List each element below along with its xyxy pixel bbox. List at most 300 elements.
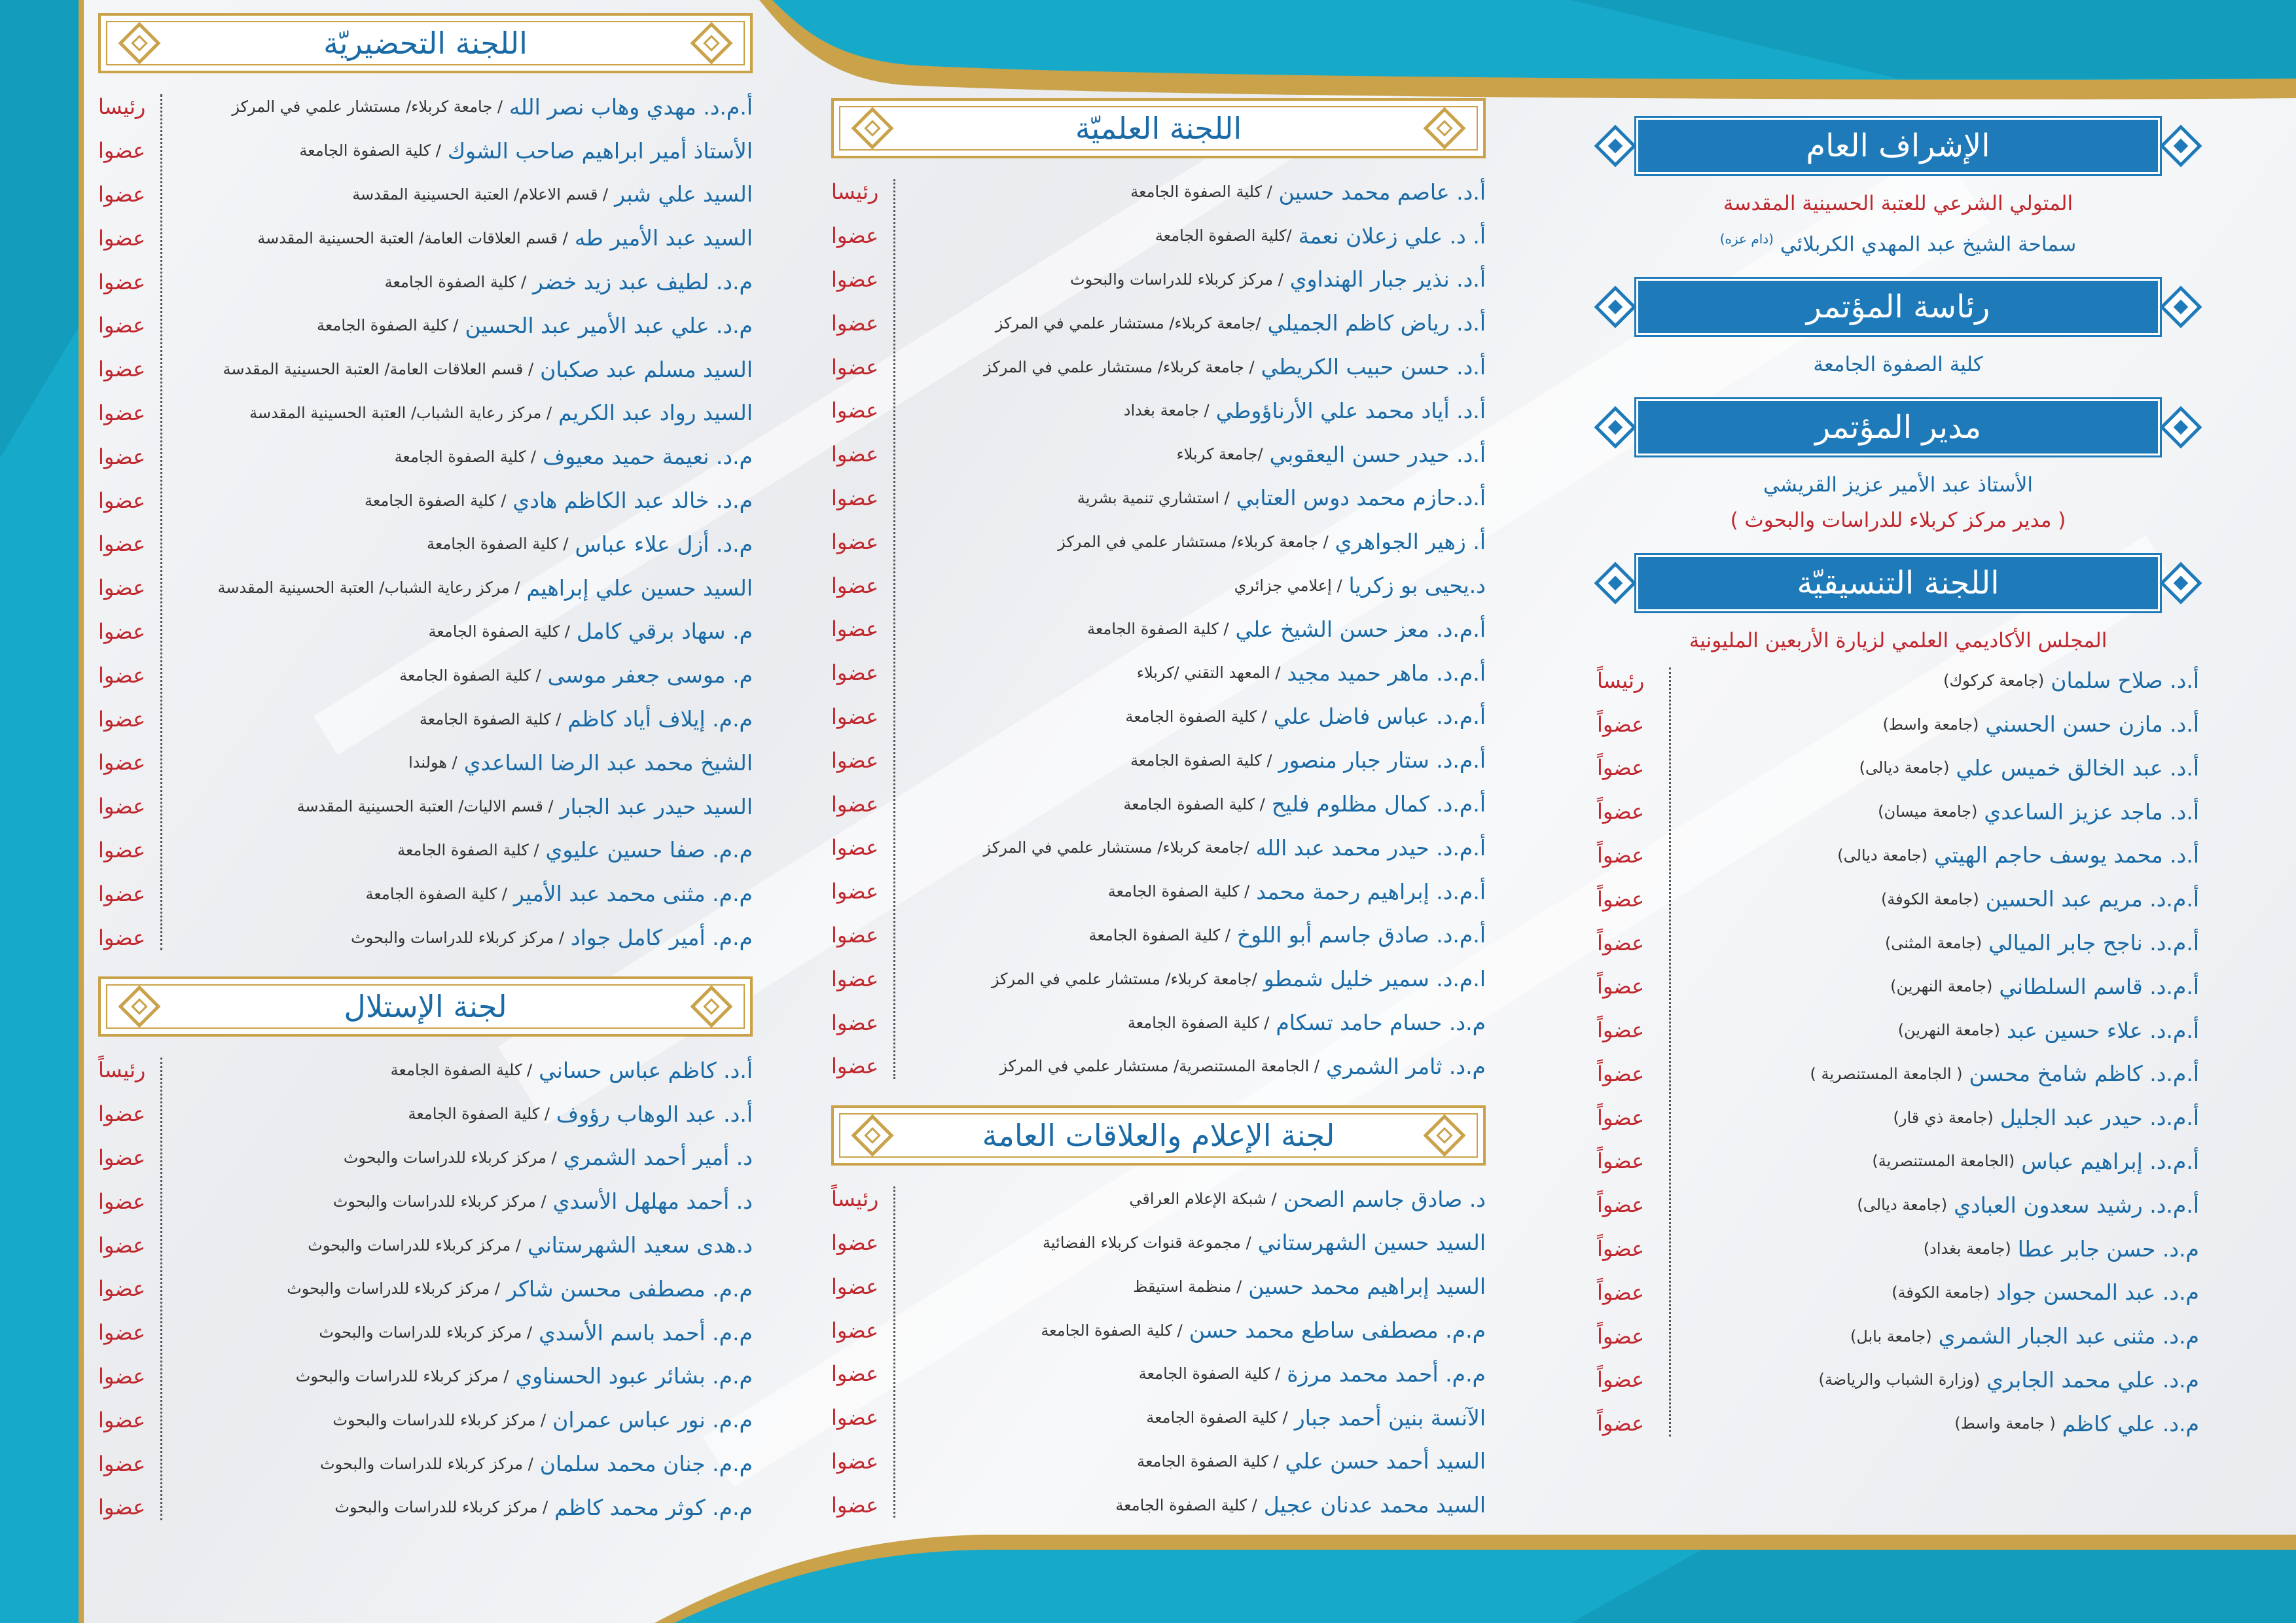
member-affiliation: / كلية الصفوة الجامعة xyxy=(397,840,539,859)
member-name: أ.د. كاظم عباس حساني xyxy=(539,1057,753,1083)
member-name: الشيخ محمد عبد الرضا الساعدي xyxy=(463,749,753,776)
member-affiliation: / الجامعة المستنصرية/ مستشار علمي في المركز xyxy=(999,1057,1319,1076)
member-role: عضوا xyxy=(98,1363,146,1389)
member-affiliation: / شبكة الإعلام العراقي xyxy=(1129,1190,1277,1209)
member-row xyxy=(98,741,753,785)
member-name: أ.م.د. معز حسن الشيخ علي xyxy=(1235,616,1486,642)
member-row xyxy=(1597,790,2199,834)
member-name: السيد أحمد حسن علي xyxy=(1285,1448,1486,1474)
member-row xyxy=(831,870,1486,914)
member-row xyxy=(98,697,753,741)
member-role: عضوا xyxy=(98,357,146,382)
member-name: ا.م.د. سمير خليل شمطو xyxy=(1263,966,1486,992)
member-role: عضوا xyxy=(98,1451,146,1476)
member-row xyxy=(831,1177,1486,1221)
member-affiliation: / منظمة استيقظ xyxy=(1133,1277,1242,1296)
member-row xyxy=(98,1048,753,1092)
member-affiliation: (جامعة ديالى) xyxy=(1857,1196,1948,1215)
diamond-ornament-icon xyxy=(1594,124,1636,167)
member-role: عضوا xyxy=(831,1492,879,1518)
member-affiliation: / جامعة كربلاء/ مستشار علمي في المركز xyxy=(232,98,503,116)
member-row xyxy=(831,1044,1486,1088)
media-section xyxy=(831,1105,1486,1527)
member-role: عضوا xyxy=(98,1145,146,1170)
member-name: أ.د. عبد الخالق خميس علي xyxy=(1956,755,2199,781)
member-affiliation: / كلية الصفوة الجامعة xyxy=(299,141,441,160)
preparatory-title-box xyxy=(98,13,753,73)
diamond-ornament-icon xyxy=(2159,286,2202,329)
member-role: عضوا xyxy=(98,225,146,251)
member-role: عضوا xyxy=(98,1188,146,1214)
member-name: م.م. مصطفى ساطع محمد حسن xyxy=(1189,1317,1486,1344)
coordination-section xyxy=(1597,555,2199,1445)
presidency-title-box xyxy=(1636,279,2160,335)
member-affiliation: / هولندا xyxy=(408,753,457,772)
member-role: عضواً xyxy=(1597,1279,1645,1305)
member-role: عضوا xyxy=(98,181,146,207)
diamond-ornament-icon xyxy=(1594,562,1636,605)
member-affiliation: ( الجامعة المستنصرية ) xyxy=(1810,1064,1963,1083)
member-row xyxy=(1597,1227,2199,1271)
member-affiliation: / كلية الصفوة الجامعة xyxy=(399,666,541,685)
member-row xyxy=(98,348,753,391)
member-row xyxy=(1597,702,2199,746)
member-role: عضواً xyxy=(1597,1105,1645,1130)
member-name: د. أحمد مهلهل الأسدي xyxy=(552,1188,753,1215)
member-role: عضوا xyxy=(831,747,879,773)
member-role: عضواً xyxy=(1597,886,1645,912)
member-affiliation: /جامعة كربلاء/ مستشار علمي في المركز xyxy=(995,313,1261,332)
member-row xyxy=(98,129,753,173)
member-name: د. أمير أحمد الشمري xyxy=(563,1145,753,1171)
member-name: م.د. لطيف عبد زيد خضر xyxy=(533,269,753,295)
member-name: أ.د. ماجد عزيز الساعدي xyxy=(1984,798,2199,825)
member-name: م.م. جنان محمد سلمان xyxy=(539,1451,753,1476)
member-role: عضواً xyxy=(1597,1192,1645,1218)
member-role: رئيساً xyxy=(1597,668,1645,693)
member-row xyxy=(98,1486,753,1529)
member-role: عضوا xyxy=(831,922,879,948)
member-role: عضوا xyxy=(831,791,879,817)
member-name: أ.م.د. كمال مظلوم فليح xyxy=(1271,791,1486,817)
member-row xyxy=(98,216,753,260)
member-name: م.د. خالد عبد الكاظم هادي xyxy=(512,488,753,514)
member-name: أ.د.حازم محمد دوس العتابي xyxy=(1236,485,1486,511)
member-row xyxy=(1597,1183,2199,1227)
diamond-ornament-icon xyxy=(1594,406,1636,449)
member-affiliation: / مركز كربلاء للدراسات والبحوث xyxy=(332,1410,547,1429)
member-row xyxy=(98,566,753,610)
member-name: السيد رواد عبد الكريم xyxy=(558,400,753,426)
supervision-line2-wrap xyxy=(1597,221,2199,262)
member-name: م.د. ثامر الشمري xyxy=(1326,1053,1486,1079)
member-name: السيد حسين الشهرستاني xyxy=(1257,1230,1486,1256)
left-column xyxy=(98,13,753,1546)
member-affiliation: / مركز كربلاء للدراسات والبحوث xyxy=(287,1279,500,1298)
member-role: عضواً xyxy=(1597,842,1645,868)
member-affiliation: (جامعة بابل) xyxy=(1850,1327,1932,1346)
member-row xyxy=(831,563,1486,607)
member-name: م.د. مثنى عبد الجبار الشمري xyxy=(1938,1323,2199,1349)
member-role: عضواً xyxy=(1597,1411,1645,1436)
member-role: عضوا xyxy=(831,1317,879,1343)
supervision-title: الإشراف العام xyxy=(1806,128,1990,164)
member-name: م.د. حسن جابر عطا xyxy=(2017,1236,2199,1262)
member-affiliation: / كلية الصفوة الجامعة xyxy=(390,1061,533,1080)
member-affiliation: / كلية الصفوة الجامعة xyxy=(1041,1321,1183,1340)
member-role: عضوا xyxy=(98,1407,146,1433)
member-row xyxy=(98,1179,753,1223)
member-affiliation: / كلية الصفوة الجامعة xyxy=(1127,1013,1270,1032)
member-name: أ.م.د. إبراهيم رحمة محمد xyxy=(1256,878,1486,904)
member-role: عضواً xyxy=(1597,1061,1645,1086)
member-name: د.يحيى بو زكريا xyxy=(1348,573,1486,599)
member-row xyxy=(831,1483,1486,1527)
member-row xyxy=(831,1264,1486,1308)
presidency-section xyxy=(1597,279,2199,382)
member-affiliation: / مركز كربلاء للدراسات والبحوث xyxy=(351,928,564,947)
member-name: الآنسة بنين أحمد جبار xyxy=(1294,1404,1486,1431)
member-role: عضوا xyxy=(98,1232,146,1258)
member-affiliation: / مجموعة قنوات كربلاء الفضائية xyxy=(1042,1233,1251,1252)
director-title: مدير المؤتمر xyxy=(1814,409,1982,446)
scientific-section xyxy=(831,98,1486,1088)
member-affiliation: / كلية الصفوة الجامعة xyxy=(1138,1364,1281,1383)
member-row xyxy=(98,304,753,348)
member-affiliation: / كلية الصفوة الجامعة xyxy=(1115,1495,1257,1514)
member-affiliation: / إعلامي جزائري xyxy=(1234,576,1342,595)
member-row xyxy=(831,914,1486,957)
member-role: عضوا xyxy=(831,442,879,467)
member-role: عضوا xyxy=(98,794,146,819)
reception-title-box xyxy=(98,976,753,1037)
member-affiliation: /جامعة كربلاء xyxy=(1176,445,1263,464)
member-name: أ.م.د. علاء حسين عبد xyxy=(2006,1017,2199,1043)
member-affiliation: (وزارة الشباب والرياضة) xyxy=(1818,1370,1981,1389)
member-role: عضوا xyxy=(831,660,879,686)
member-row xyxy=(98,610,753,654)
member-name: السيد مسلم عبد صكبان xyxy=(540,356,753,382)
member-name: م.د. عبد المحسن جواد xyxy=(1996,1279,2199,1306)
member-name: م.م. مصطفى محسن شاكر xyxy=(506,1275,753,1302)
coordination-title: اللجنة التنسيقيّة xyxy=(1797,565,2000,602)
member-affiliation: (جامعة واسط) xyxy=(1882,715,1979,734)
member-row xyxy=(831,1396,1486,1440)
member-name: أ.م.د. ناجح جابر الميالي xyxy=(1988,930,2199,955)
member-name: م.م. أحمد محمد مرزة xyxy=(1287,1361,1486,1387)
member-name: م.م. كوثر محمد كاظم xyxy=(554,1494,753,1520)
member-name: أ.م.د. رشيد سعدون العبادي xyxy=(1954,1192,2199,1218)
supervision-section xyxy=(1597,118,2199,262)
member-affiliation: (جامعة ديالى) xyxy=(1837,846,1928,865)
diamond-ornament-icon xyxy=(851,107,893,149)
member-role: عضوا xyxy=(831,879,879,904)
member-row xyxy=(98,1092,753,1136)
member-row xyxy=(98,916,753,959)
member-name: م.م. بشائر عبود الحسناوي xyxy=(515,1363,753,1389)
member-row xyxy=(1597,921,2199,965)
member-affiliation: / جامعة كربلاء/ مستشار علمي في المركز xyxy=(984,357,1255,376)
member-role: عضوا xyxy=(98,269,146,294)
member-role: عضوا xyxy=(831,1010,879,1035)
member-row xyxy=(98,829,753,872)
member-name: أ.م.د. حيدر عبد الجليل xyxy=(2000,1105,2199,1131)
member-role: عضوا xyxy=(98,1101,146,1127)
scientific-title-box xyxy=(831,98,1486,158)
member-role: عضوا xyxy=(98,313,146,338)
diamond-ornament-icon xyxy=(1423,107,1465,149)
member-name: أ. زهير الجواهري xyxy=(1335,529,1486,555)
member-affiliation: / قسم العلاقات العامة/ العتبة الحسينية المقدسة xyxy=(257,228,568,247)
scientific-list xyxy=(831,170,1486,1088)
member-row xyxy=(831,1440,1486,1484)
member-affiliation: / استشاري تنمية بشرية xyxy=(1077,488,1230,507)
member-affiliation: /كلية الصفوة الجامعة xyxy=(1155,226,1292,245)
member-affiliation: / كلية الصفوة الجامعة xyxy=(1130,183,1272,202)
media-title: لجنة الإعلام والعلاقات العامة xyxy=(982,1117,1335,1153)
member-affiliation: / كلية الصفوة الجامعة xyxy=(364,491,507,510)
member-row xyxy=(1597,746,2199,790)
member-name: أ.د. أياد محمد علي الأرناؤوطي xyxy=(1215,397,1486,423)
director-line2: ( مدير مركز كربلاء للدراسات والبحوث ) xyxy=(1730,508,2066,533)
member-row xyxy=(98,1442,753,1486)
member-role: عضواً xyxy=(1597,1018,1645,1043)
member-role: عضوا xyxy=(831,1405,879,1431)
presidency-title: رئاسة المؤتمر xyxy=(1806,289,1990,326)
member-row xyxy=(831,1308,1486,1352)
member-name: الأستاذ أمير ابراهيم صاحب الشوك xyxy=(447,137,753,164)
member-affiliation: ( جامعة واسط) xyxy=(1954,1414,2056,1433)
member-role: عضوا xyxy=(831,835,879,861)
member-role: عضوا xyxy=(831,485,879,510)
member-affiliation: (جامعة كركوك) xyxy=(1943,671,2045,690)
member-name: أ.د. حسن حبيب الكريطي xyxy=(1261,354,1486,380)
member-affiliation: / كلية الصفوة الجامعة xyxy=(428,622,570,641)
member-affiliation: / جامعة كربلاء/ مستشار علمي في المركز xyxy=(1058,532,1329,551)
member-row xyxy=(831,651,1486,695)
member-row xyxy=(831,214,1486,258)
member-role: عضوا xyxy=(98,925,146,950)
member-affiliation: (الجامعة المستنصرية) xyxy=(1872,1152,2015,1171)
member-affiliation: / مركز كربلاء للدراسات والبحوث xyxy=(334,1498,548,1517)
member-row xyxy=(831,301,1486,345)
member-role: عضوا xyxy=(831,266,879,292)
member-row xyxy=(831,520,1486,563)
member-row xyxy=(98,1223,753,1267)
diamond-ornament-icon xyxy=(851,1114,893,1156)
member-role: عضوا xyxy=(831,398,879,423)
member-row xyxy=(1597,1139,2199,1183)
member-name: م.م. إيلاف أياد كاظم xyxy=(567,706,753,732)
member-row xyxy=(1597,1270,2199,1314)
member-name: أ.د. حيدر حسن اليعقوبي xyxy=(1269,441,1486,467)
member-role: عضوا xyxy=(98,444,146,469)
member-row xyxy=(1597,1358,2199,1402)
member-affiliation: / كلية الصفوة الجامعة xyxy=(1146,1408,1288,1427)
member-role: عضواً xyxy=(1597,1323,1645,1349)
member-role: عضوا xyxy=(98,881,146,906)
member-name: م.م. أمير كامل جواد xyxy=(570,925,753,951)
member-affiliation: (جامعة الكوفة) xyxy=(1892,1283,1990,1302)
member-role: عضواً xyxy=(1597,1367,1645,1393)
member-role: عضوا xyxy=(831,704,879,729)
member-affiliation: (جامعة ذي قار) xyxy=(1893,1108,1994,1127)
member-name: م.د. نعيمة حميد معيوف xyxy=(543,444,753,470)
member-row xyxy=(831,607,1486,651)
member-row xyxy=(831,695,1486,739)
member-role: عضوا xyxy=(98,618,146,644)
diamond-ornament-icon xyxy=(2159,562,2202,605)
member-row xyxy=(831,170,1486,214)
director-title-box xyxy=(1636,399,2160,455)
media-list xyxy=(831,1177,1486,1527)
member-role: عضوا xyxy=(98,750,146,776)
director-section xyxy=(1597,399,2199,538)
member-row xyxy=(831,345,1486,389)
diamond-ornament-icon xyxy=(1594,286,1636,329)
member-role: رئيساً xyxy=(831,1186,879,1212)
diamond-ornament-icon xyxy=(690,985,732,1027)
member-row xyxy=(831,826,1486,870)
member-role: عضوا xyxy=(98,575,146,601)
member-row xyxy=(1597,965,2199,1008)
member-affiliation: / كلية الصفوة الجامعة xyxy=(1125,707,1267,726)
member-role: عضوا xyxy=(831,529,879,554)
member-row xyxy=(98,173,753,217)
media-title-box xyxy=(831,1105,1486,1166)
member-role: عضواً xyxy=(1597,755,1645,781)
member-affiliation: / كلية الصفوة الجامعة xyxy=(1130,751,1272,770)
diamond-ornament-icon xyxy=(2159,406,2202,449)
member-affiliation: (جامعة الكوفة) xyxy=(1880,889,1979,908)
supervision-line2-note: (دام عزه) xyxy=(1719,231,1774,247)
member-role: عضوا xyxy=(831,573,879,598)
coordination-subtitle: المجلس الأكاديمي العلمي لزيارة الأربعين المليونية xyxy=(1689,629,2108,653)
member-name: أ.م.د. مريم عبد الحسين xyxy=(1985,886,2199,912)
member-name: م.م. صفا حسين عليوي xyxy=(545,837,753,863)
member-name: السيد عبد الأمير طه xyxy=(574,225,753,251)
member-name: م.د. علي كاظم xyxy=(2062,1410,2199,1436)
preparatory-list xyxy=(98,85,753,959)
member-affiliation: / مركز كربلاء للدراسات والبحوث xyxy=(295,1366,509,1385)
member-name: أ.م.د. مهدي وهاب نصر الله xyxy=(509,94,753,120)
member-row xyxy=(1597,834,2199,878)
member-name: م.د. حسام حامد تسكام xyxy=(1276,1010,1486,1036)
member-name: السيد إبراهيم محمد حسين xyxy=(1248,1274,1486,1300)
member-row xyxy=(98,85,753,129)
member-name: أ.د. صلاح سلمان xyxy=(2051,668,2199,694)
member-role: عضوا xyxy=(831,1361,879,1387)
member-role: عضوا xyxy=(831,1230,879,1255)
member-affiliation: / كلية الصفوة الجامعة xyxy=(408,1105,550,1124)
member-affiliation: / مركز كربلاء للدراسات والبحوث xyxy=(332,1192,547,1211)
member-affiliation: /جامعة كربلاء/ مستشار علمي في المركز xyxy=(991,969,1257,988)
member-role: عضواً xyxy=(1597,930,1645,955)
member-role: عضواً xyxy=(1597,1149,1645,1174)
member-name: أ.د. رياض كاظم الجميلي xyxy=(1267,310,1486,336)
member-name: أ.د. عبد الوهاب رؤوف xyxy=(556,1101,753,1127)
presidency-line1: كلية الصفوة الجامعة xyxy=(1813,353,1983,377)
member-role: عضوا xyxy=(831,354,879,380)
member-affiliation: (جامعة المثنى) xyxy=(1884,933,1982,952)
member-row xyxy=(1597,877,2199,921)
member-name: م. سهاد برقي كامل xyxy=(576,618,753,645)
member-row xyxy=(831,1352,1486,1396)
member-row xyxy=(98,872,753,916)
member-role: عضوا xyxy=(831,1274,879,1299)
member-row xyxy=(98,435,753,478)
member-role: عضوا xyxy=(98,837,146,863)
diamond-ornament-icon xyxy=(1423,1114,1465,1156)
member-row xyxy=(98,1398,753,1442)
preparatory-title: اللجنة التحضيريّة xyxy=(323,26,528,61)
member-affiliation: / كلية الصفوة الجامعة xyxy=(394,447,537,466)
reception-section xyxy=(98,976,753,1529)
supervision-title-box xyxy=(1636,118,2160,174)
member-row xyxy=(98,478,753,522)
member-role: عضوا xyxy=(98,1495,146,1520)
member-affiliation: / قسم الاليات/ العتبة الحسينية المقدسة xyxy=(296,797,554,816)
diamond-ornament-icon xyxy=(2159,124,2202,167)
member-affiliation: / كلية الصفوة الجامعة xyxy=(1087,620,1229,639)
member-row xyxy=(1597,1052,2199,1096)
member-role: عضوا xyxy=(98,662,146,688)
scientific-title: اللجنة العلميّة xyxy=(1075,111,1242,146)
member-name: م.م. أحمد باسم الأسدي xyxy=(539,1319,753,1346)
member-name: السيد محمد عدنان عجيل xyxy=(1263,1492,1486,1518)
member-role: عضواً xyxy=(1597,974,1645,999)
member-affiliation: / قسم الاعلام/ العتبة الحسينية المقدسة xyxy=(352,185,609,204)
member-row xyxy=(831,782,1486,826)
member-row xyxy=(1597,658,2199,702)
member-name: م.م. مثنى محمد عبد الأمير xyxy=(513,881,753,907)
member-row xyxy=(98,1136,753,1180)
member-row xyxy=(831,1221,1486,1265)
member-role: عضوا xyxy=(831,310,879,336)
member-role: رئيسا xyxy=(831,179,879,205)
member-affiliation: /جامعة كربلاء/ مستشار علمي في المركز xyxy=(983,838,1249,857)
member-name: السيد حيدر عبد الجبار xyxy=(560,793,753,819)
member-name: السيد حسين علي إبراهيم xyxy=(526,575,753,601)
member-affiliation: / جامعة بغداد xyxy=(1123,401,1210,420)
member-affiliation: / كلية الصفوة الجامعة xyxy=(365,884,507,903)
member-name: أ.م.د. إبراهيم عباس xyxy=(2021,1148,2199,1174)
member-name: أ.د. عاصم محمد حسين xyxy=(1278,179,1486,205)
member-name: د.هدى سعيد الشهرستاني xyxy=(527,1232,753,1258)
member-affiliation: / مركز رعاية الشباب/ العتبة الحسينية المقدسة xyxy=(217,579,520,597)
member-affiliation: / قسم العلاقات العامة/ العتبة الحسينية المقدسة xyxy=(223,360,534,379)
director-line1: الأستاذ عبد الأمير عزيز القريشي xyxy=(1763,473,2034,497)
diamond-ornament-icon xyxy=(690,22,732,64)
member-row xyxy=(98,653,753,697)
member-row xyxy=(98,391,753,435)
member-name: م.د. علي محمد الجابري xyxy=(1986,1366,2199,1393)
member-affiliation: (جامعة بغداد) xyxy=(1923,1240,2011,1258)
coordination-title-box xyxy=(1636,555,2160,611)
member-role: عضوا xyxy=(98,706,146,732)
member-role: عضوا xyxy=(98,400,146,425)
member-role: عضوا xyxy=(831,223,879,249)
member-row xyxy=(98,522,753,566)
member-row xyxy=(98,1355,753,1399)
member-name: أ.م.د. ستار جبار منصور xyxy=(1278,747,1486,774)
member-affiliation: / كلية الصفوة الجامعة xyxy=(1107,882,1250,901)
member-name: د. صادق جاسم الصحن xyxy=(1283,1186,1486,1212)
middle-column xyxy=(831,98,1486,1544)
member-affiliation: / كلية الصفوة الجامعة xyxy=(419,709,562,728)
member-affiliation: / كلية الصفوة الجامعة xyxy=(317,316,459,335)
supervision-line2: سماحة الشيخ عبد المهدي الكربلائي xyxy=(1780,232,2077,257)
